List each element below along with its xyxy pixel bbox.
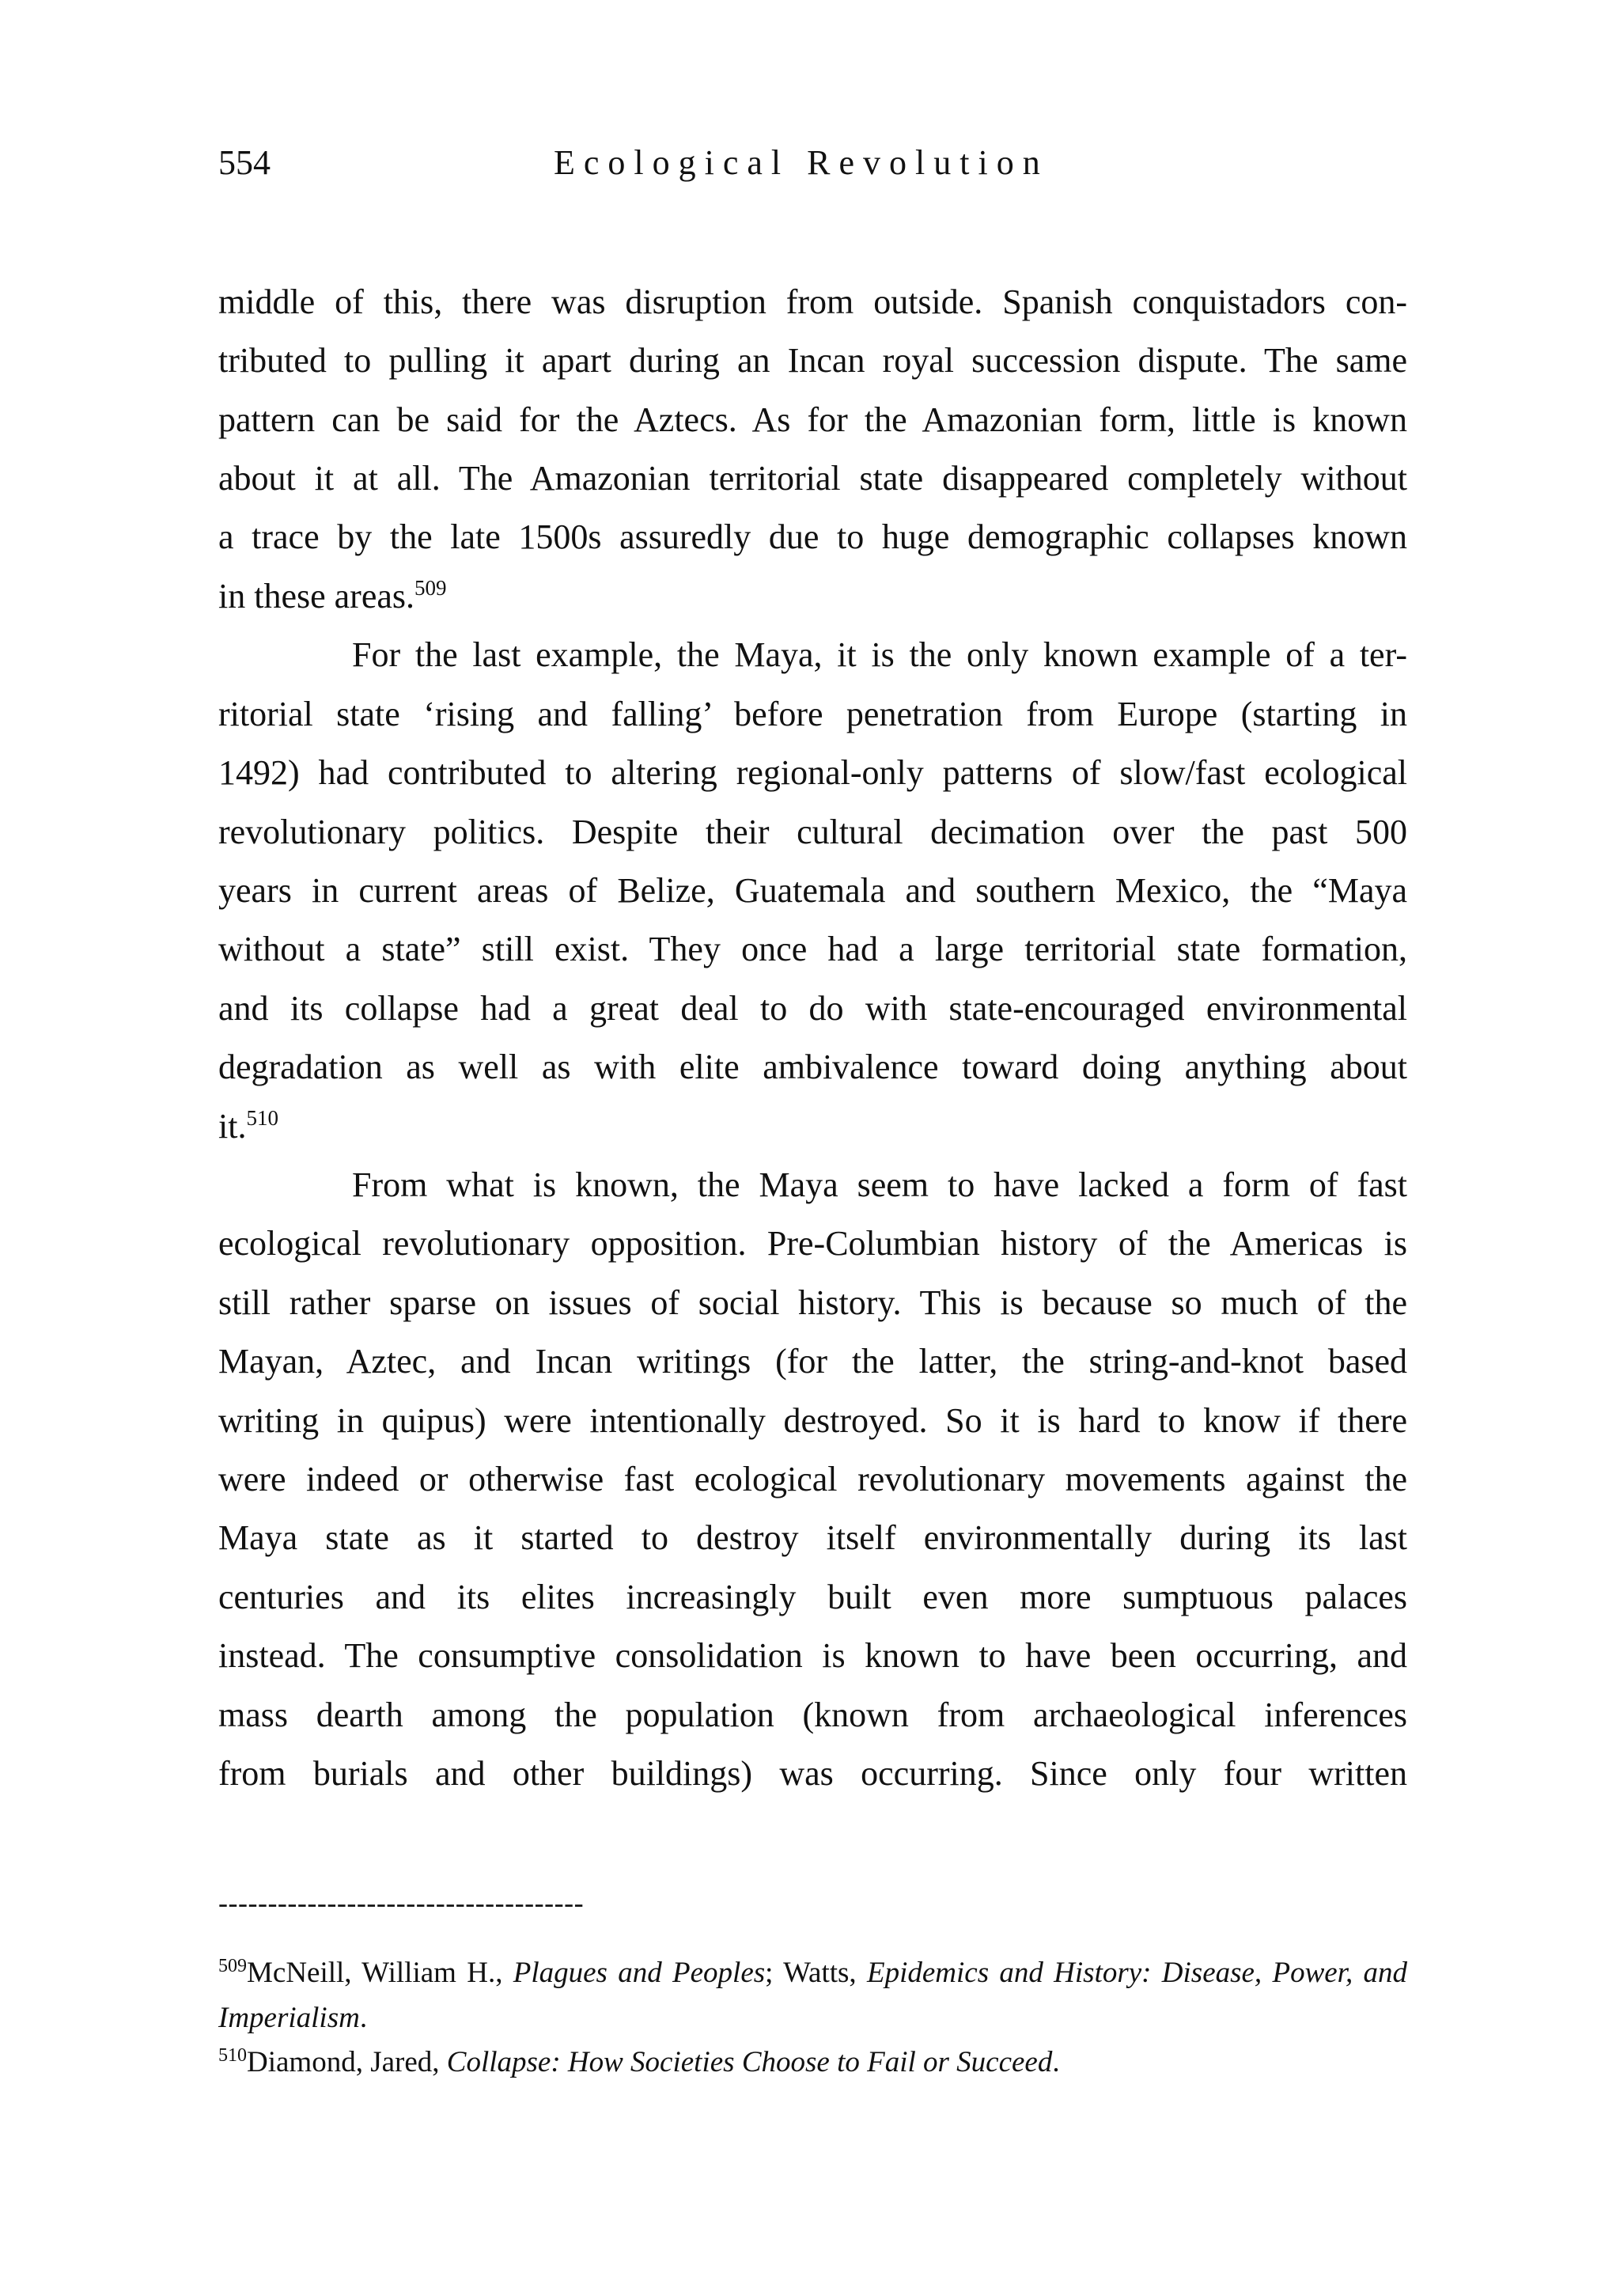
text-line: years in current areas of Belize, Guatemala and southern Mexico, the “Maya — [218, 871, 1407, 910]
text-line: about it at all. The Amazonian territorial state disappeared completely without — [218, 459, 1407, 498]
text-line: For the last example, the Maya, it is the only known example of a ter- — [352, 635, 1407, 674]
footnote-text: ; Watts, — [765, 1957, 867, 1989]
footnote-text: . — [1052, 2046, 1060, 2078]
text-line: from burials and other buildings) was occurring. Since only four written — [218, 1754, 1407, 1793]
line-text: it. — [218, 1107, 247, 1146]
text-line: centuries and its elites increasingly built even more sumptuous palaces — [218, 1578, 1407, 1616]
text-line: ritorial state ‘rising and falling’ before penetration from Europe (starting in — [218, 695, 1407, 733]
text-line: revolutionary politics. Despite their cultural decimation over the past 500 — [218, 813, 1407, 851]
text-line: tributed to pulling it apart during an Incan royal succession dispute. The same — [218, 341, 1407, 380]
footnote-number: 509 — [218, 1956, 247, 1976]
footnote-number: 510 — [218, 2045, 247, 2066]
footnote-author: Diamond, Jared, — [247, 2046, 447, 2078]
running-head: Ecological Revolution — [554, 143, 1049, 182]
text-line: and its collapse had a great deal to do with state-encouraged environmental — [218, 989, 1407, 1028]
page-number: 554 — [218, 143, 271, 182]
line-text: in these areas. — [218, 577, 414, 616]
text-line: writing in quipus) were intentionally destroyed. So it is hard to know if there — [218, 1401, 1407, 1440]
footnote-ref-509[interactable]: 509 — [414, 576, 447, 600]
text-line — [218, 574, 447, 619]
footnote-title: Imperialism — [218, 2002, 360, 2034]
footnote-509 — [218, 1955, 1407, 1991]
text-line: ecological revolutionary opposition. Pre-Columbian history of the Americas is — [218, 1224, 1407, 1263]
text-line: instead. The consumptive consolidation is known to have been occurring, and — [218, 1636, 1407, 1675]
footnote-title: Collapse: How Societies Choose to Fail or Succeed — [446, 2046, 1053, 2078]
footnote-author: McNeill, William H., — [247, 1957, 513, 1989]
text-line: were indeed or otherwise fast ecological revolutionary movements against the — [218, 1460, 1407, 1498]
text-line: pattern can be said for the Aztecs. As for the Amazonian form, little is known — [218, 400, 1407, 439]
text-line: mass dearth among the population (known from archaeological inferences — [218, 1695, 1407, 1734]
footnote-510 — [218, 2044, 1060, 2081]
text-line: middle of this, there was disruption from outside. Spanish conquistadors con- — [218, 282, 1407, 321]
footnote-title: Epidemics and History: Disease, Power, and — [866, 1957, 1408, 1989]
text-line: still rather sparse on issues of social history. This is because so much of the — [218, 1283, 1407, 1322]
text-line: Mayan, Aztec, and Incan writings (for the latter, the string-and-knot based — [218, 1342, 1407, 1381]
text-line: degradation as well as with elite ambivalence toward doing anything about — [218, 1048, 1407, 1086]
footnote-ref-510[interactable]: 510 — [246, 1106, 278, 1130]
text-line — [218, 1104, 278, 1149]
text-line: From what is known, the Maya seem to have lacked a form of fast — [352, 1165, 1407, 1204]
text-line: a trace by the late 1500s assuredly due to huge demographic collapses known — [218, 517, 1407, 556]
footnote-509-continued — [218, 2000, 367, 2036]
text-line: 1492) had contributed to altering regional-only patterns of slow/fast ecological — [218, 753, 1407, 792]
text-line: Maya state as it started to destroy itself environmentally during its last — [218, 1518, 1407, 1557]
footnote-title: Plagues and Peoples — [513, 1957, 766, 1989]
text-line: without a state” still exist. They once had a large territorial state formation, — [218, 930, 1407, 968]
footnote-separator: ------------------------------------- — [218, 1887, 585, 1919]
footnote-text: . — [359, 2002, 368, 2034]
